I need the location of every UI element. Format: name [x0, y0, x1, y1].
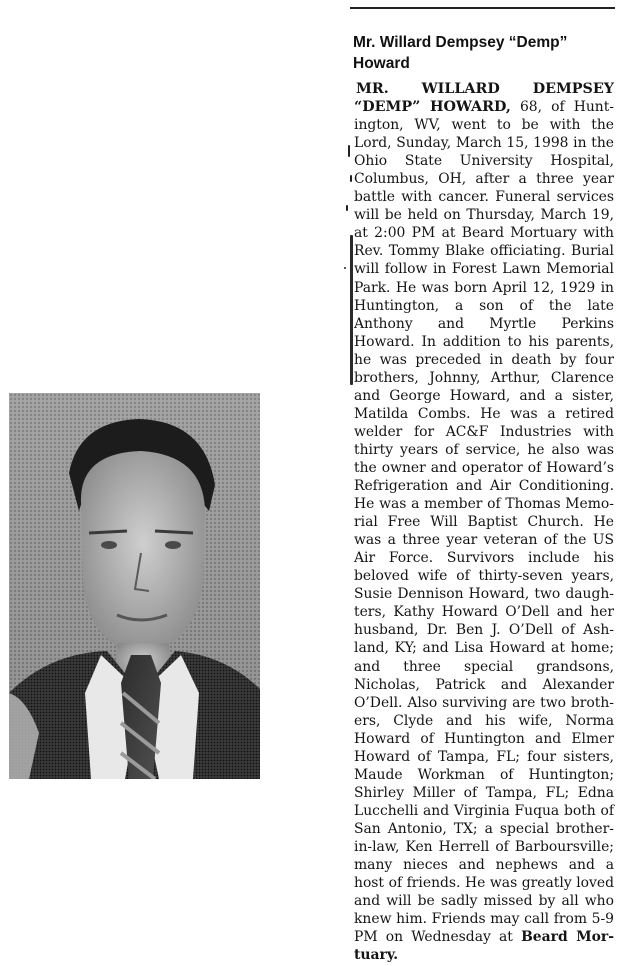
obituary-paragraph: [354, 80, 614, 964]
portrait-illustration: [9, 393, 260, 779]
obituary-headline: Mr. Willard Dempsey “Demp” Howard: [353, 34, 568, 72]
deceased-name: MR. WILLARD DEMPSEY “DEMP” HOWARD,: [354, 81, 614, 116]
funeral-home-name: Beard Mortuary.: [354, 929, 615, 964]
print-specks: [340, 135, 362, 395]
column-top-rule: [350, 7, 615, 9]
obituary-text: 68, of Huntington, WV, went to be with the Lord, Sunday, March 15, 1998 in the Ohio State University Hospital, Columbus, OH, after a three year battle with cancer. Funeral services will be held on Thursday, March 19, at 2:00 PM at Beard Mortuary with Rev. Tommy Blake officiating. Burial will follow in Forest Lawn Memorial Park. He was born April 12, 1929 in Huntington, a son of the late Anthony and Myrtle Perkins Howard. In addition to his parents, he was preceded in death by four brothers, Johnny, Arthur, Clarence and George Howard, and a sister, Matilda Combs. He was a retired welder for AC&F Industries with thirty years of service, he also was the owner and operator of Howard’s Refrigeration and Air Conditioning. He was a member of Thomas Memorial Free Will Baptist Church. He was a three year veteran of the US Air Force. Survivors include his beloved wife of thirty-seven years, Susie Dennison Howard, two daughters, Kathy Howard O’Dell and her husband, Dr. Ben J. O’Dell of Ashland, KY; and Lisa Howard at home; and three special grandsons, Nicholas, Patrick and Alexander O’Dell. Also surviving are two brothers, Clyde and his wife, Norma Howard of Huntington and Elmer Howard of Tampa, FL; four sisters, Maude Workman of Huntington; Shirley Miller of Tampa, FL; Edna Lucchelli and Virginia Fuqua both of San Antonio, TX; a special brother-in-law, Ken Herrell of Barboursville; many nieces and nephews and a host of friends. He was greatly loved and will be sadly missed by all who knew him. Friends may call from 5-9 PM on Wednesday at: [354, 99, 614, 946]
obituary-body: [354, 80, 614, 964]
portrait-photo: [9, 393, 260, 779]
